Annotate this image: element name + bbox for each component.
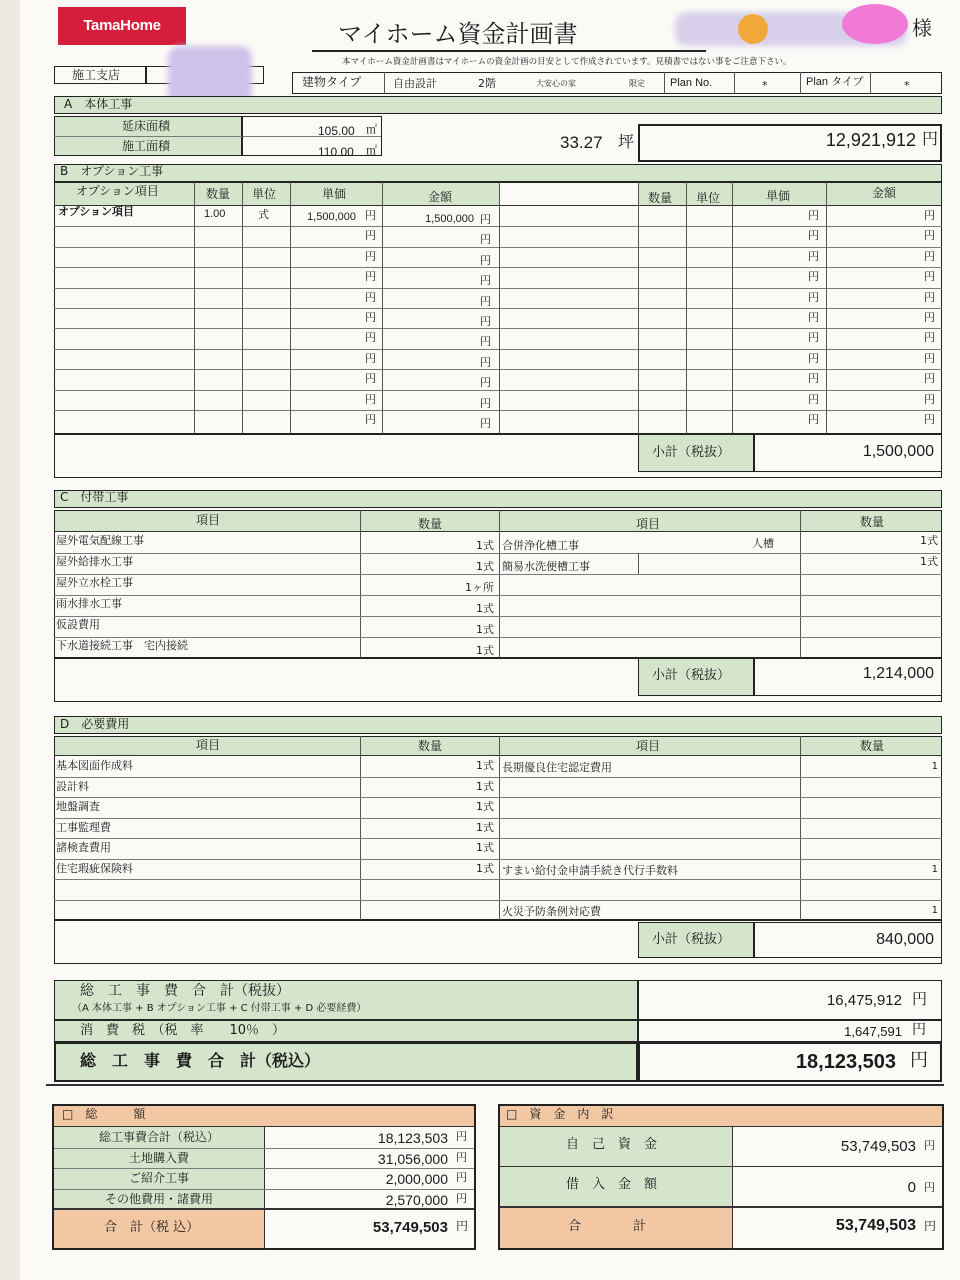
pretax-total-note: （A 本体工事 + B オプション工事 + C 付帯工事 + D 必要経費）	[72, 1003, 367, 1014]
tsubo-value: 33.27	[560, 133, 603, 152]
construction-area-label: 施工面積	[122, 139, 171, 153]
yen-mark: 円	[808, 311, 819, 324]
yen-mark: 円	[365, 352, 376, 365]
table-row-item: 雨水排水工事	[56, 597, 122, 610]
yen-mark: 円	[456, 1130, 467, 1143]
option-subtotal-label: 小計（税抜）	[652, 445, 731, 460]
yen-mark: 円	[808, 413, 819, 426]
table-row-qty: 1	[931, 761, 938, 772]
yen-mark: 円	[808, 393, 819, 406]
funding-total-label: 合 計	[568, 1219, 647, 1234]
section-a-header: A 本体工事	[64, 97, 133, 111]
yen-mark: 円	[365, 229, 376, 242]
ancillary-subtotal: 1,214,000	[862, 665, 934, 682]
table-row-qty: 1式	[476, 841, 494, 854]
yen-mark: 円	[480, 254, 491, 267]
yen-mark: 円	[924, 250, 935, 263]
table-row-item: 工事監理費	[56, 821, 111, 834]
yen-mark: 円	[365, 393, 376, 406]
col-unit-right: 単位	[696, 191, 721, 205]
col-qty: 数量	[206, 187, 231, 201]
yen-mark: 円	[924, 291, 935, 304]
summary-row-label: その他費用・諸費用	[104, 1192, 213, 1206]
table-row-item: 合併浄化槽工事	[502, 539, 579, 552]
table-row-item: 設計料	[56, 780, 89, 793]
summary-total-label: 合 計（税 込）	[104, 1220, 200, 1235]
table-row-item: 火災予防条例対応費	[502, 905, 601, 918]
document-title: マイホーム資金計画書	[338, 20, 578, 48]
yen-mark: 円	[480, 213, 491, 226]
summary-total: 53,749,503	[372, 1219, 448, 1236]
summary-row-label: 土地購入費	[128, 1151, 189, 1165]
col-unit: 単位	[252, 187, 277, 201]
table-row-item: 基本図面作成料	[56, 759, 133, 772]
star-sticker	[738, 14, 768, 44]
summary-row-value: 2,570,000	[385, 1192, 448, 1208]
plan-type-label: Plan タイプ	[806, 76, 864, 88]
required-subtotal: 840,000	[876, 931, 934, 948]
yen-mark: 円	[924, 331, 935, 344]
floors: 2階	[478, 77, 496, 90]
table-row-item: 住宅瑕疵保険料	[56, 862, 133, 875]
yen-mark: 円	[456, 1151, 467, 1164]
c-col-qty-right: 数量	[860, 515, 885, 529]
d-col-item: 項目	[196, 738, 221, 752]
yen-mark: 円	[808, 209, 819, 222]
plan-no-label: Plan No.	[670, 77, 713, 89]
yen-mark: 円	[924, 270, 935, 283]
yen-mark: 円	[480, 356, 491, 369]
floor-area-value: 105.00	[318, 124, 355, 138]
yen-mark: 円	[480, 295, 491, 308]
table-row-qty: 1ヶ所	[465, 581, 494, 594]
yen-mark: 円	[480, 417, 491, 430]
yen-mark: 円	[365, 291, 376, 304]
plan-type: *	[904, 79, 910, 92]
c-col-item-right: 項目	[636, 517, 661, 531]
yen-mark: 円	[365, 331, 376, 344]
tamahome-logo: TamaHome	[58, 7, 186, 45]
summary-header: □ 総 額	[62, 1107, 146, 1121]
yen-mark: 円	[924, 311, 935, 324]
product-name: 大安心の家	[536, 79, 576, 88]
ancillary-table	[54, 510, 942, 658]
summary-row-value: 18,123,503	[377, 1130, 448, 1146]
own-funds-label: 自 己 資 金	[566, 1137, 658, 1152]
option-subtotal: 1,500,000	[862, 443, 934, 460]
yen-mark: 円	[808, 291, 819, 304]
summary-row-value: 2,000,000	[385, 1171, 448, 1187]
c-col-item: 項目	[196, 513, 221, 527]
plan-no: *	[762, 79, 768, 92]
branch-label: 施工支店	[72, 68, 121, 82]
summary-row-label: ご紹介工事	[128, 1171, 189, 1185]
table-row-qty: 1式	[920, 534, 938, 547]
product-suffix: 限定	[629, 79, 645, 88]
grand-total-label: 総 工 事 費 合 計（税込）	[80, 1051, 321, 1070]
yen-mark: 円	[365, 250, 376, 263]
yen-mark: 円	[365, 209, 376, 222]
table-row-extra: 人槽	[752, 537, 774, 550]
yen-mark: 円	[365, 413, 376, 426]
main-construction-amount: 12,921,912	[825, 130, 916, 150]
yen-mark: 円	[365, 372, 376, 385]
option-row-item: オプション項目	[58, 205, 135, 218]
yen-mark: 円	[365, 270, 376, 283]
summary-row-value: 31,056,000	[377, 1151, 448, 1167]
yen-mark: 円	[365, 311, 376, 324]
section-d-header: D 必要費用	[60, 717, 130, 731]
pretax-total: 16,475,912	[826, 992, 902, 1009]
yen-mark: 円	[456, 1192, 467, 1205]
table-row-qty: 1式	[476, 602, 494, 615]
col-option-item: オプション項目	[76, 184, 159, 198]
option-row-amount: 1,500,000	[425, 213, 474, 225]
table-row-item: 屋外給排水工事	[56, 555, 133, 568]
col-amount: 金額	[428, 190, 453, 204]
yen-mark: 円	[480, 315, 491, 328]
table-row-item: 屋外立水栓工事	[56, 576, 133, 589]
required-subtotal-label: 小計（税抜）	[652, 932, 731, 947]
yen-mark: 円	[924, 229, 935, 242]
yen-mark: 円	[924, 209, 935, 222]
yen-mark: 円	[808, 270, 819, 283]
table-row-qty: 1	[931, 864, 938, 875]
option-row-qty: 1.00	[204, 208, 226, 220]
building-type-label: 建物タイプ	[302, 75, 362, 89]
construction-area-value: 110.00	[318, 145, 354, 159]
c-col-qty: 数量	[418, 517, 443, 531]
table-row-item: 下水道接続工事 宅内接続	[56, 639, 188, 652]
loan-amount: 0	[907, 1179, 916, 1196]
d-col-qty-right: 数量	[860, 739, 885, 753]
required-costs-table	[54, 736, 942, 920]
d-col-item-right: 項目	[636, 739, 661, 753]
pretax-total-label: 総 工 事 費 合 計（税抜）	[80, 983, 290, 999]
ancillary-subtotal-label: 小計（税抜）	[652, 668, 731, 683]
loan-label: 借 入 金 額	[566, 1177, 658, 1192]
table-row-item: 屋外電気配線工事	[56, 534, 144, 547]
building-type: 自由設計	[393, 77, 437, 90]
yen-mark: 円	[480, 274, 491, 287]
summary-row-label: 総工事費合計（税込）	[98, 1130, 219, 1144]
yen-mark: 円	[480, 376, 491, 389]
col-price-right: 単価	[766, 189, 791, 203]
funding-header: □ 資 金 内 訳	[506, 1107, 614, 1121]
table-row-qty: 1式	[476, 759, 494, 772]
table-row-item: 仮設費用	[56, 618, 100, 631]
yen-mark: 円	[924, 352, 935, 365]
yen-mark: 円	[480, 233, 491, 246]
yen-mark: 円	[924, 393, 935, 406]
table-row-item: すまい給付金申請手続き代行手数料	[502, 864, 678, 877]
table-row-qty: 1式	[476, 800, 494, 813]
funding-total: 53,749,503	[835, 1217, 916, 1234]
table-row-qty: 1式	[476, 623, 494, 636]
table-row-qty: 1式	[476, 644, 494, 657]
col-qty-right: 数量	[648, 191, 673, 205]
table-row-qty: 1式	[476, 780, 494, 793]
col-amount-right: 金額	[872, 186, 897, 200]
title-underline	[312, 50, 706, 52]
face-sticker	[842, 4, 908, 44]
table-row-item: 諸検査費用	[56, 841, 111, 854]
yen-mark: 円	[924, 372, 935, 385]
table-row-qty: 1式	[476, 560, 494, 573]
table-row-item: 地盤調査	[56, 800, 100, 813]
yen-mark: 円	[480, 335, 491, 348]
option-row-price: 1,500,000	[307, 211, 356, 223]
tax-label: 消 費 税 （税 率 10％ ）	[80, 1023, 286, 1038]
yen-mark: 円	[924, 413, 935, 426]
table-row-qty: 1式	[476, 821, 494, 834]
yen-mark: 円	[456, 1171, 467, 1184]
own-funds: 53,749,503	[840, 1138, 916, 1155]
grand-total: 18,123,503	[795, 1051, 896, 1073]
table-row-qty: 1式	[476, 862, 494, 875]
yen-mark: 円	[480, 397, 491, 410]
table-row-qty: 1	[931, 905, 938, 916]
section-b-header: B オプション工事	[60, 164, 164, 178]
tax-amount: 1,647,591	[844, 1024, 902, 1039]
honorific: 様	[912, 16, 932, 40]
table-row-qty: 1式	[920, 555, 938, 568]
section-c-header: C 付帯工事	[60, 490, 129, 504]
floor-area-label: 延床面積	[122, 119, 171, 133]
yen-mark: 円	[808, 331, 819, 344]
d-col-qty: 数量	[418, 739, 443, 753]
table-row-qty: 1式	[476, 539, 494, 552]
yen-mark: 円	[808, 229, 819, 242]
option-row-unit: 式	[258, 208, 269, 221]
yen-mark: 円	[808, 352, 819, 365]
yen-mark: 円	[808, 372, 819, 385]
col-price: 単価	[322, 187, 347, 201]
yen-mark: 円	[808, 250, 819, 263]
table-row-item: 簡易水洗便槽工事	[502, 560, 590, 573]
notice-text: 本マイホーム資金計画書はマイホームの資金計画の目安として作成されています。見積書ではない事をご注意下さい。	[342, 57, 792, 67]
table-row-item: 長期優良住宅認定費用	[502, 761, 612, 774]
